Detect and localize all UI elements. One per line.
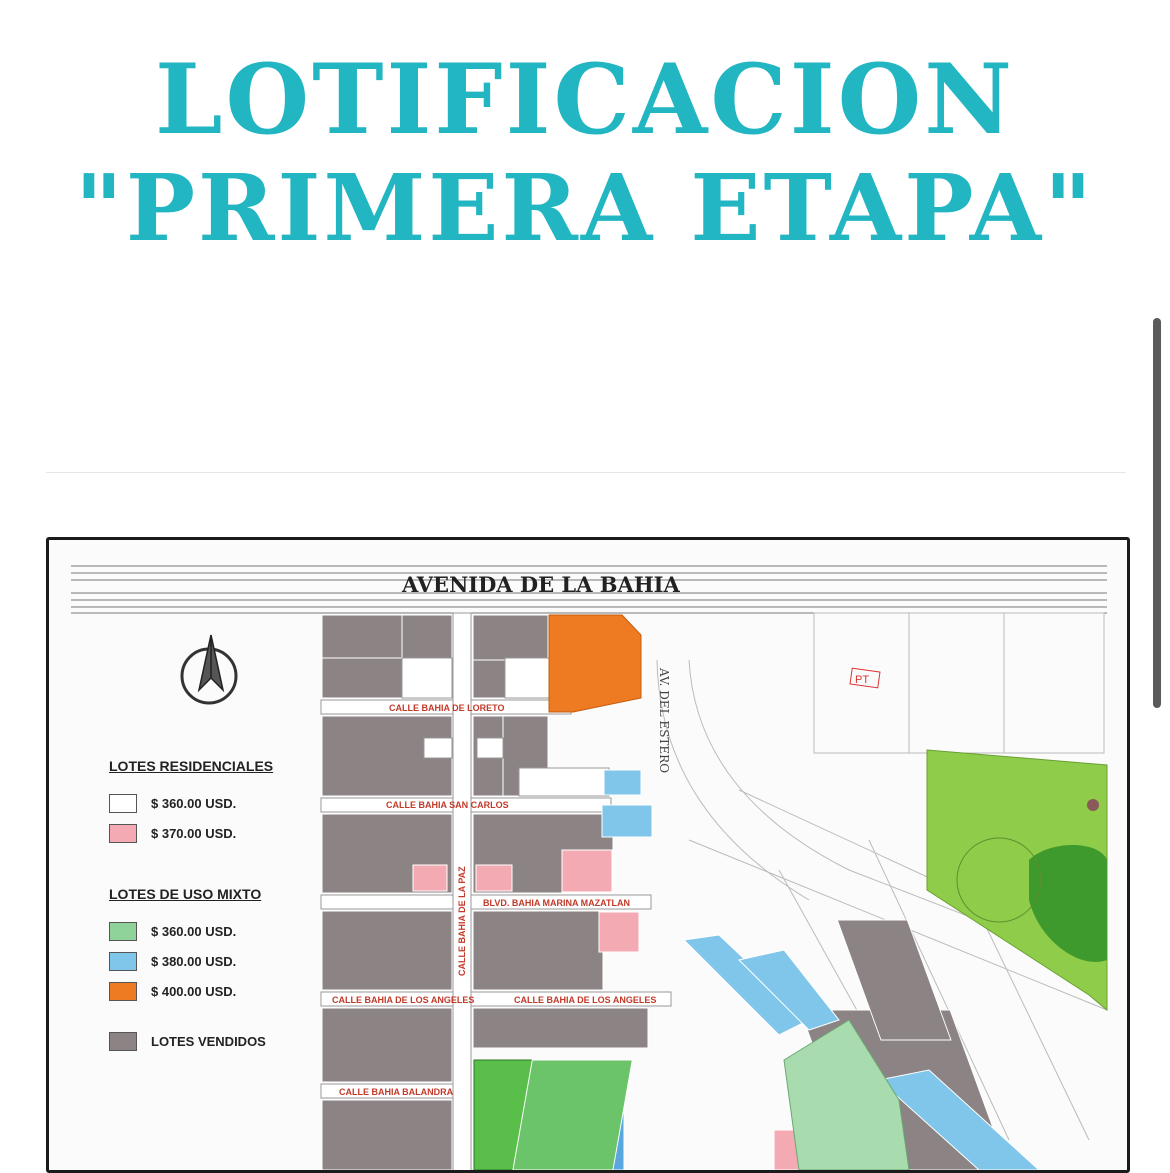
legend-item xyxy=(109,916,309,946)
legend-label: $ 380.00 USD. xyxy=(151,953,237,969)
page-title-line-2: "PRIMERA ETAPA" xyxy=(74,154,1096,262)
divider xyxy=(46,472,1126,473)
legend-mixed-title: LOTES DE USO MIXTO xyxy=(109,886,262,902)
legend-swatch xyxy=(109,982,137,1001)
street-blvd-marina: BLVD. BAHIA MARINA MAZATLAN xyxy=(483,898,630,908)
legend-item xyxy=(109,976,309,1006)
legend-swatch xyxy=(109,824,137,843)
legend-label: LOTES VENDIDOS xyxy=(151,1033,266,1049)
pt-label: PT xyxy=(855,674,870,686)
legend-item xyxy=(109,946,309,976)
scrollbar[interactable] xyxy=(1153,318,1161,708)
legend-swatch xyxy=(109,952,137,971)
legend-label: $ 400.00 USD. xyxy=(151,983,237,999)
street-la-paz: CALLE BAHIA DE LA PAZ xyxy=(457,866,467,976)
avenue-label: AVENIDA DE LA BAHIA xyxy=(402,572,680,597)
legend-label: $ 360.00 USD. xyxy=(151,923,237,939)
page-title-line-1: LOTIFICACION xyxy=(154,43,1016,156)
legend xyxy=(109,758,309,1056)
legend-label: $ 370.00 USD. xyxy=(151,825,237,841)
legend-label: $ 360.00 USD. xyxy=(151,795,237,811)
north-arrow-icon xyxy=(182,635,236,703)
street-loreto: CALLE BAHIA DE LORETO xyxy=(389,703,505,713)
lot-plan-map xyxy=(46,537,1130,1173)
legend-item-sold xyxy=(109,1026,309,1056)
street-angeles-2: CALLE BAHIA DE LOS ANGELES xyxy=(514,995,657,1005)
side-avenue-label: AV. DEL ESTERO xyxy=(657,668,671,774)
street-san-carlos: CALLE BAHIA SAN CARLOS xyxy=(386,800,509,810)
legend-swatch xyxy=(109,794,137,813)
legend-swatch xyxy=(109,1032,137,1051)
legend-item xyxy=(109,788,309,818)
street-angeles-1: CALLE BAHIA DE LOS ANGELES xyxy=(332,995,475,1005)
legend-swatch xyxy=(109,922,137,941)
legend-residential-title: LOTES RESIDENCIALES xyxy=(109,758,274,774)
legend-item xyxy=(109,818,309,848)
street-balandra: CALLE BAHIA BALANDRA xyxy=(339,1087,454,1097)
